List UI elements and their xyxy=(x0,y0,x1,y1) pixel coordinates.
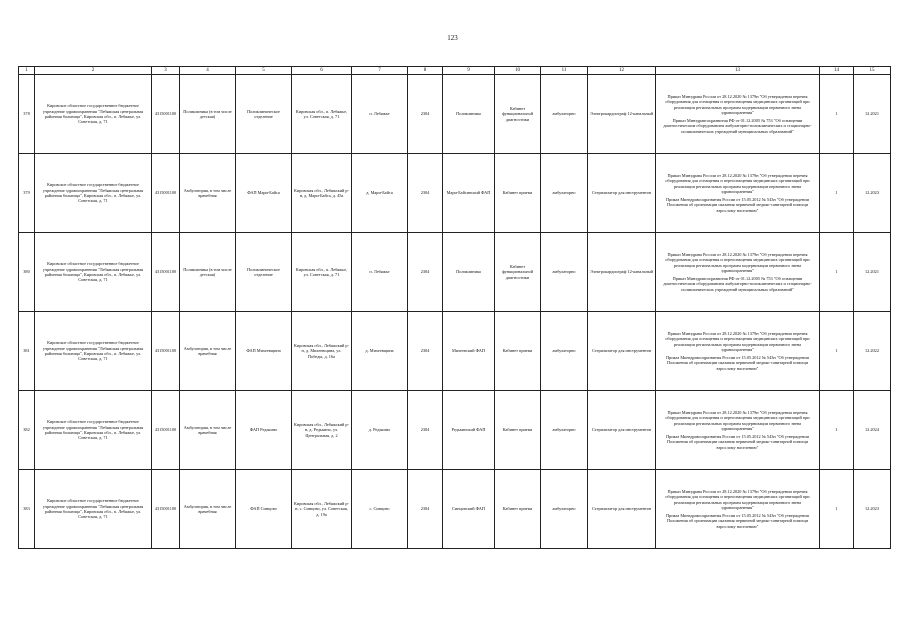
column-8-value: 2304 xyxy=(408,75,443,154)
column-header-9: 9 xyxy=(443,67,495,75)
facility-type: Поликлиника (в том числе детская) xyxy=(180,75,236,154)
settlement: д. Мари-Байса xyxy=(352,154,408,233)
settlement: с. Синцово xyxy=(352,470,408,549)
facility-type: Амбулатория, в том числе врачебная xyxy=(180,154,236,233)
regulatory-document: Приказ Минздрава России от 28.12.2020 № 1379н "Об утверждении перечня оборудования для оснащения и переоснащения медицинских организаций при реализации региональных программ модернизации первичного звена здравоохранения" xyxy=(665,251,810,273)
regulatory-documents xyxy=(656,75,820,154)
table-row xyxy=(19,312,891,391)
equipment-name: Электрокардиограф 12-канальный xyxy=(588,75,656,154)
table-row xyxy=(19,391,891,470)
org-code: 4315001100 xyxy=(152,75,180,154)
column-8-value: 2304 xyxy=(408,470,443,549)
quantity: 1 xyxy=(820,154,854,233)
address: Кировская обл., Лебяжский р-н, д. Михеевщина, ул. Победы, д. 16а xyxy=(292,312,352,391)
room: Кабинет приема xyxy=(495,154,541,233)
room: Кабинет приема xyxy=(495,470,541,549)
address: Кировская обл., п. Лебяжье, ул. Советская, д. 71 xyxy=(292,75,352,154)
organization: Кировское областное государственное бюджетное учреждение здравоохранения "Лебяжская центральная районная больница", Кировская обл., п. Лебяжье, ул. Советская, д. 71 xyxy=(35,470,152,549)
care-condition: амбулаторно xyxy=(541,312,588,391)
settlement: п. Лебяжье xyxy=(352,233,408,312)
row-number: 382 xyxy=(19,391,35,470)
address: Кировская обл., Лебяжский р-н, с. Синцово, ул. Советская, д. 19а xyxy=(292,470,352,549)
table-row xyxy=(19,470,891,549)
department: ФАП Редькино xyxy=(236,391,292,470)
regulatory-document: Приказ Минздрава России от 28.12.2020 № 1379н "Об утверждении перечня оборудования для оснащения и переоснащения медицинских организаций при реализации региональных программ модернизации первичного звена здравоохранения" xyxy=(665,409,810,431)
department: Поликлиническое отделение xyxy=(236,233,292,312)
regulatory-documents xyxy=(656,233,820,312)
regulatory-document: Приказ Минздравсоцразвития России от 15.05.2012 № 543н "Об утверждении Положения об организации оказания первичной медико-санитарной помощи взрослому населению" xyxy=(666,355,809,371)
department: ФАП Синцово xyxy=(236,470,292,549)
column-header-5: 5 xyxy=(236,67,292,75)
settlement: п. Лебяжье xyxy=(352,75,408,154)
equipment-table xyxy=(18,66,891,549)
organization: Кировское областное государственное бюджетное учреждение здравоохранения "Лебяжская центральная районная больница", Кировская обл., п. Лебяжье, ул. Советская, д. 71 xyxy=(35,391,152,470)
delivery-date: 12.2022 xyxy=(854,312,891,391)
room: Кабинет приема xyxy=(495,312,541,391)
quantity: 1 xyxy=(820,233,854,312)
column-header-2: 2 xyxy=(35,67,152,75)
column-header-4: 4 xyxy=(180,67,236,75)
facility-type: Амбулатория, в том числе врачебная xyxy=(180,312,236,391)
page-number: 123 xyxy=(447,34,458,42)
quantity: 1 xyxy=(820,75,854,154)
subdivision: Михеевский ФАП xyxy=(443,312,495,391)
column-header-1: 1 xyxy=(19,67,35,75)
equipment-name: Стерилизатор для инструментов xyxy=(588,391,656,470)
column-header-12: 12 xyxy=(588,67,656,75)
department: Поликлиническое отделение xyxy=(236,75,292,154)
column-8-value: 2304 xyxy=(408,154,443,233)
org-code: 4315001100 xyxy=(152,233,180,312)
care-condition: амбулаторно xyxy=(541,233,588,312)
department: ФАП Михеевщина xyxy=(236,312,292,391)
org-code: 4315001100 xyxy=(152,154,180,233)
room: Кабинет приема xyxy=(495,391,541,470)
row-number: 381 xyxy=(19,312,35,391)
header-row xyxy=(19,67,891,75)
address: Кировская обл., Лебяжский р-н, д. Редькино, ул. Центральная, д. 2 xyxy=(292,391,352,470)
regulatory-document: Приказ Минздрава России от 28.12.2020 № 1379н "Об утверждении перечня оборудования для оснащения и переоснащения медицинских организаций при реализации региональных программ модернизации первичного звена здравоохранения" xyxy=(665,172,810,194)
column-header-10: 10 xyxy=(495,67,541,75)
delivery-date: 12.2023 xyxy=(854,154,891,233)
delivery-date: 12.2021 xyxy=(854,233,891,312)
column-header-7: 7 xyxy=(352,67,408,75)
facility-type: Амбулатория, в том числе врачебная xyxy=(180,470,236,549)
regulatory-documents xyxy=(656,391,820,470)
care-condition: амбулаторно xyxy=(541,470,588,549)
column-header-8: 8 xyxy=(408,67,443,75)
column-header-6: 6 xyxy=(292,67,352,75)
care-condition: амбулаторно xyxy=(541,154,588,233)
address: Кировская обл., Лебяжский р-н, д. Мари-Байса, д. 45а xyxy=(292,154,352,233)
quantity: 1 xyxy=(820,391,854,470)
org-code: 4315001100 xyxy=(152,470,180,549)
column-header-14: 14 xyxy=(820,67,854,75)
row-number: 380 xyxy=(19,233,35,312)
settlement: д. Редькино xyxy=(352,391,408,470)
room: Кабинет функциональной диагностики xyxy=(495,233,541,312)
facility-type: Амбулатория, в том числе врачебная xyxy=(180,391,236,470)
department: ФАП Мари-Байса xyxy=(236,154,292,233)
regulatory-document: Приказ Минздрава России от 28.12.2020 № 1379н "Об утверждении перечня оборудования для оснащения и переоснащения медицинских организаций при реализации региональных программ модернизации первичного звена здравоохранения" xyxy=(665,488,810,510)
room: Кабинет функциональной диагностики xyxy=(495,75,541,154)
organization: Кировское областное государственное бюджетное учреждение здравоохранения "Лебяжская центральная районная больница", Кировская обл., п. Лебяжье, ул. Советская, д. 71 xyxy=(35,75,152,154)
row-number: 379 xyxy=(19,154,35,233)
regulatory-documents xyxy=(656,470,820,549)
regulatory-document: Приказ Минздрава России от 28.12.2020 № 1379н "Об утверждении перечня оборудования для оснащения и переоснащения медицинских организаций при реализации региональных программ модернизации первичного звена здравоохранения" xyxy=(665,93,810,115)
row-number: 383 xyxy=(19,470,35,549)
column-8-value: 2304 xyxy=(408,233,443,312)
subdivision: Синцовский ФАП xyxy=(443,470,495,549)
row-number: 378 xyxy=(19,75,35,154)
column-header-11: 11 xyxy=(541,67,588,75)
regulatory-documents xyxy=(656,154,820,233)
equipment-name: Стерилизатор для инструментов xyxy=(588,154,656,233)
regulatory-document: Приказ Минздравсоцразвития РФ от 01.12.2005 № 753 "Об оснащении диагностическим оборудованием амбулаторно-поликлинических и стационарно-поликлинических учреждений муниципальных образований" xyxy=(663,276,812,292)
equipment-name: Стерилизатор для инструментов xyxy=(588,312,656,391)
subdivision: Поликлиника xyxy=(443,233,495,312)
table-row xyxy=(19,233,891,312)
subdivision: Поликлиника xyxy=(443,75,495,154)
column-header-13: 13 xyxy=(656,67,820,75)
org-code: 4315001100 xyxy=(152,391,180,470)
care-condition: амбулаторно xyxy=(541,75,588,154)
regulatory-document: Приказ Минздравсоцразвития России от 15.05.2012 № 543н "Об утверждении Положения об организации оказания первичной медико-санитарной помощи взрослому населению" xyxy=(666,197,809,213)
address: Кировская обл., п. Лебяжье, ул. Советская, д. 71 xyxy=(292,233,352,312)
care-condition: амбулаторно xyxy=(541,391,588,470)
quantity: 1 xyxy=(820,312,854,391)
regulatory-document: Приказ Минздравсоцразвития России от 15.05.2012 № 543н "Об утверждении Положения об организации оказания первичной медико-санитарной помощи взрослому населению" xyxy=(666,513,809,529)
settlement: д. Михеевщина xyxy=(352,312,408,391)
org-code: 4315001100 xyxy=(152,312,180,391)
organization: Кировское областное государственное бюджетное учреждение здравоохранения "Лебяжская центральная районная больница", Кировская обл., п. Лебяжье, ул. Советская, д. 71 xyxy=(35,233,152,312)
column-8-value: 2304 xyxy=(408,391,443,470)
column-header-15: 15 xyxy=(854,67,891,75)
table-row xyxy=(19,75,891,154)
equipment-name: Стерилизатор для инструментов xyxy=(588,470,656,549)
organization: Кировское областное государственное бюджетное учреждение здравоохранения "Лебяжская центральная районная больница", Кировская обл., п. Лебяжье, ул. Советская, д. 71 xyxy=(35,312,152,391)
regulatory-document: Приказ Минздрава России от 28.12.2020 № 1379н "Об утверждении перечня оборудования для оснащения и переоснащения медицинских организаций при реализации региональных программ модернизации первичного звена здравоохранения" xyxy=(665,330,810,352)
delivery-date: 12.2023 xyxy=(854,470,891,549)
subdivision: Мари-Байсинский ФАП xyxy=(443,154,495,233)
table-row xyxy=(19,154,891,233)
delivery-date: 12.2021 xyxy=(854,75,891,154)
equipment-name: Электрокардиограф 12-канальный xyxy=(588,233,656,312)
regulatory-documents xyxy=(656,312,820,391)
column-8-value: 2304 xyxy=(408,312,443,391)
quantity: 1 xyxy=(820,470,854,549)
subdivision: Редькинский ФАП xyxy=(443,391,495,470)
regulatory-document: Приказ Минздравсоцразвития России от 15.05.2012 № 543н "Об утверждении Положения об организации оказания первичной медико-санитарной помощи взрослому населению" xyxy=(666,434,809,450)
organization: Кировское областное государственное бюджетное учреждение здравоохранения "Лебяжская центральная районная больница", Кировская обл., п. Лебяжье, ул. Советская, д. 71 xyxy=(35,154,152,233)
column-header-3: 3 xyxy=(152,67,180,75)
regulatory-document: Приказ Минздравсоцразвития РФ от 01.12.2005 № 753 "Об оснащении диагностическим оборудованием амбулаторно-поликлинических и стационарно-поликлинических учреждений муниципальных образований" xyxy=(663,118,812,134)
delivery-date: 12.2024 xyxy=(854,391,891,470)
facility-type: Поликлиника (в том числе детская) xyxy=(180,233,236,312)
